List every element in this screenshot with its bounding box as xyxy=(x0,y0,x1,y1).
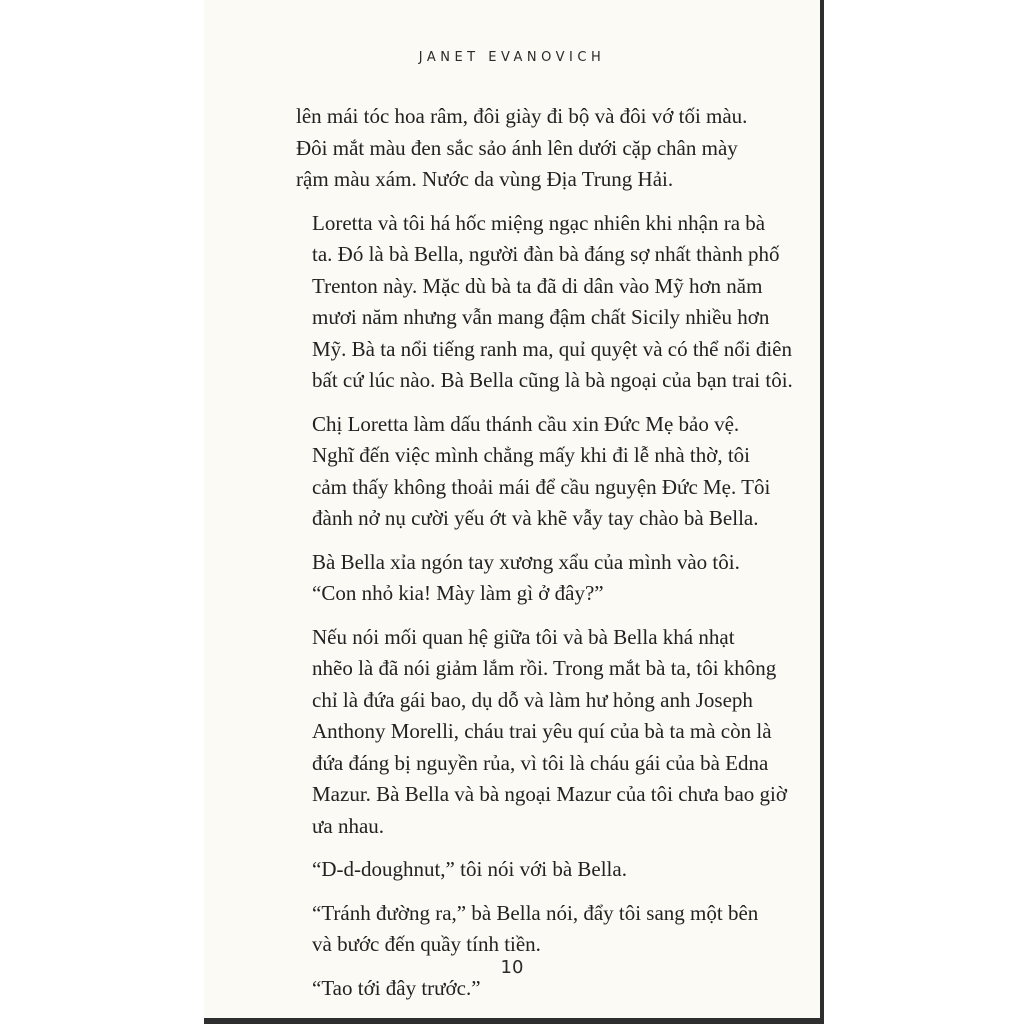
text-line: Nếu nói mối quan hệ giữa tôi và bà Bella khá nhạt xyxy=(312,624,735,649)
paragraph xyxy=(296,409,796,535)
text-line: Loretta và tôi há hốc miệng ngạc nhiên khi nhận ra bà xyxy=(312,210,766,235)
paragraph xyxy=(296,898,796,961)
text-line: ưa nhau. xyxy=(312,813,385,838)
page-number: 10 xyxy=(500,957,524,978)
text-line: “Tránh đường ra,” bà Bella nói, đẩy tôi sang một bên xyxy=(312,900,759,925)
text-line: rậm màu xám. Nước da vùng Địa Trung Hải. xyxy=(296,167,674,191)
paragraph xyxy=(296,854,796,886)
text-line: Đôi mắt màu đen sắc sảo ánh lên dưới cặp chân mày xyxy=(296,135,738,160)
book-page xyxy=(204,0,824,1024)
text-line: Mazur. Bà Bella và bà ngoại Mazur của tôi chưa bao giờ xyxy=(312,782,787,806)
text-line: đành nở nụ cười yếu ớt và khẽ vẫy tay chào bà Bella. xyxy=(312,506,759,530)
text-line: mươi năm nhưng vẫn mang đậm chất Sicily nhiều hơn xyxy=(312,305,770,329)
text-line: ta. Đó là bà Bella, người đàn bà đáng sợ nhất thành phố xyxy=(312,242,780,266)
paragraph xyxy=(296,622,796,843)
paragraph xyxy=(296,208,796,397)
text-line: và bước đến quầy tính tiền. xyxy=(312,932,541,956)
text-line: Chị Loretta làm dấu thánh cầu xin Đức Mẹ bảo vệ. xyxy=(312,411,740,436)
body-text xyxy=(296,101,796,1016)
paragraph xyxy=(296,101,796,196)
text-line: bất cứ lúc nào. Bà Bella cũng là bà ngoại của bạn trai tôi. xyxy=(312,368,793,392)
text-line: Mỹ. Bà ta nổi tiếng ranh ma, quỉ quyệt và có thể nổi điên xyxy=(312,336,792,361)
text-line: Anthony Morelli, cháu trai yêu quí của bà ta mà còn là xyxy=(312,719,772,743)
text-line: đứa đáng bị nguyền rủa, vì tôi là cháu gái của bà Edna xyxy=(312,750,769,775)
text-line: “Con nhỏ kia! Mày làm gì ở đây?” xyxy=(312,581,604,605)
page-bottom-edge xyxy=(204,1018,824,1024)
text-line: Trenton này. Mặc dù bà ta đã di dân vào Mỹ hơn năm xyxy=(312,273,763,298)
text-line: nhẽo là đã nói giảm lắm rồi. Trong mắt bà ta, tôi không xyxy=(312,656,777,680)
text-line: lên mái tóc hoa râm, đôi giày đi bộ và đôi vớ tối màu. xyxy=(296,104,748,128)
running-head-author: JANET EVANOVICH xyxy=(418,50,606,65)
text-line: Nghĩ đến việc mình chẳng mấy khi đi lễ nhà thờ, tôi xyxy=(312,443,751,467)
text-line: Bà Bella xỉa ngón tay xương xẩu của mình vào tôi. xyxy=(312,549,740,574)
paragraph xyxy=(296,547,796,610)
text-line: cảm thấy không thoải mái để cầu nguyện Đức Mẹ. Tôi xyxy=(312,474,771,499)
text-line: “D-d-doughnut,” tôi nói với bà Bella. xyxy=(312,857,627,881)
text-line: “Tao tới đây trước.” xyxy=(312,975,481,1000)
text-line: chỉ là đứa gái bao, dụ dỗ và làm hư hỏng anh Joseph xyxy=(312,687,753,712)
